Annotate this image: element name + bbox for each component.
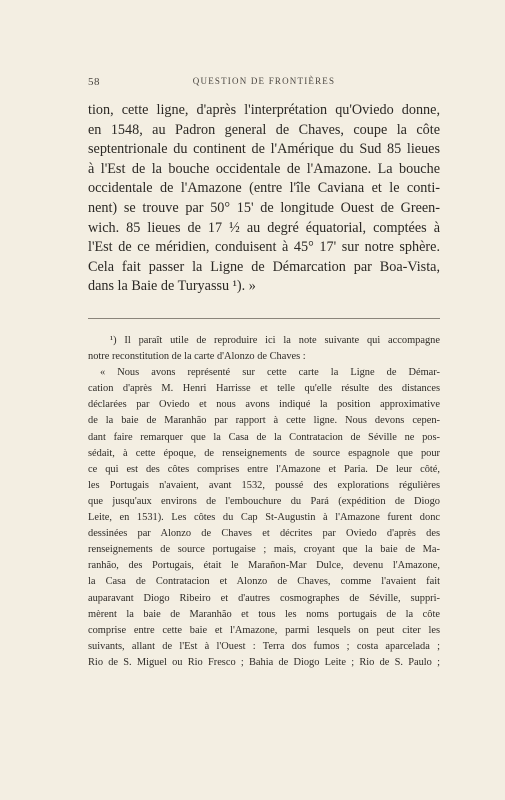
footnote-line: auparavant Diogo Ribeiro et d'autres cosmographes de Séville, suppri-	[88, 592, 440, 604]
main-text-line: dans la Baie de Turyassu ¹). »	[88, 278, 256, 295]
footnote-line: ranhão, des Portugais, était le Marañon-Mar Dulce, devenu l'Amazone,	[88, 560, 440, 572]
footnote-line: de la baie de Maranhão par rapport à cette ligne. Nous devons cepen-	[88, 415, 440, 427]
main-text-line: nent) se trouve par 50° 15' de longitude Ouest de Green-	[88, 199, 440, 216]
page-number: 58	[88, 76, 100, 88]
main-text-line: septentrionale du continent de l'Amérique du Sud 85 lieues	[88, 141, 440, 158]
footnote-line: dant faire remarquer que la Casa de la Contratacion de Séville ne pos-	[88, 431, 440, 443]
footnote-line: ¹) Il paraît utile de reproduire ici la note suivante qui accompagne	[110, 335, 440, 346]
main-text-line: Cela fait passer la Ligne de Démarcation par Boa-Vista,	[88, 258, 440, 275]
footnote-line: mèrent la baie de Maranhão et tous les noms portugais de la côte	[88, 608, 440, 620]
footnote-line: Rio de S. Miguel ou Rio Fresco ; Bahia de Diogo Leite ; Rio de S. Paulo ;	[88, 656, 440, 668]
main-text-line: occidentale de l'Amazone (entre l'île Caviana et le conti-	[88, 180, 440, 197]
footnote-line: renseignements de source portugaise ; mais, croyant que la baie de Ma-	[88, 544, 440, 556]
footnote-line: la Casa de Contratacion et Alonzo de Chaves, comme l'avaient fait	[88, 576, 440, 588]
footnote-divider	[88, 318, 440, 319]
main-text-line: tion, cette ligne, d'après l'interprétation qu'Oviedo donne,	[88, 102, 440, 118]
footnote-block	[88, 333, 440, 671]
footnote-line: que jusqu'aux environs de l'embouchure du Pará (expédition de Diogo	[88, 495, 440, 507]
footnote-line: suivants, allant de l'Est à l'Ouest : Terra dos fumos ; costa aparcelada ;	[88, 640, 440, 652]
footnote-line: comprise entre cette baie et l'Amazone, parmi lesquels on peut citer les	[88, 624, 440, 636]
main-text-block	[88, 101, 440, 297]
page-header	[88, 76, 440, 90]
footnote-line: notre reconstitution de la carte d'Alonzo de Chaves :	[88, 351, 306, 363]
footnote-line: cation d'après M. Henri Harrisse et telle qu'elle résulte des distances	[88, 383, 440, 395]
running-title: QUESTION DE FRONTIÈRES	[192, 76, 336, 86]
main-text-line: l'Est de ce méridien, conduisent à 45° 17' sur notre sphère.	[88, 239, 440, 256]
main-text-line: à l'Est de la bouche occidentale de l'Amazone. La bouche	[88, 160, 440, 177]
footnote-line: sédait, à cette époque, de renseignements de source espagnole que pour	[88, 447, 440, 459]
main-text-line: en 1548, au Padron general de Chaves, coupe la côte	[88, 121, 440, 138]
footnote-line: les Portugais n'avaient, avant 1532, poussé des explorations régulières	[88, 479, 440, 491]
footnote-line: ce qui est des côtes comprises entre l'Amazone et Paria. De leur côté,	[88, 463, 440, 475]
footnote-line: « Nous avons représenté sur cette carte la Ligne de Démar-	[100, 367, 440, 379]
footnote-line: déclarées par Oviedo et nous avons indiqué la position approximative	[88, 399, 440, 411]
main-text-line: wich. 85 lieues de 17 ½ au degré équatorial, comptées à	[88, 219, 440, 236]
footnote-line: Leite, en 1531). Les côtes du Cap St-Augustin à l'Amazone furent donc	[88, 512, 440, 524]
footnote-line: dessinées par Alonzo de Chaves et décrites par Oviedo d'après des	[88, 528, 440, 540]
